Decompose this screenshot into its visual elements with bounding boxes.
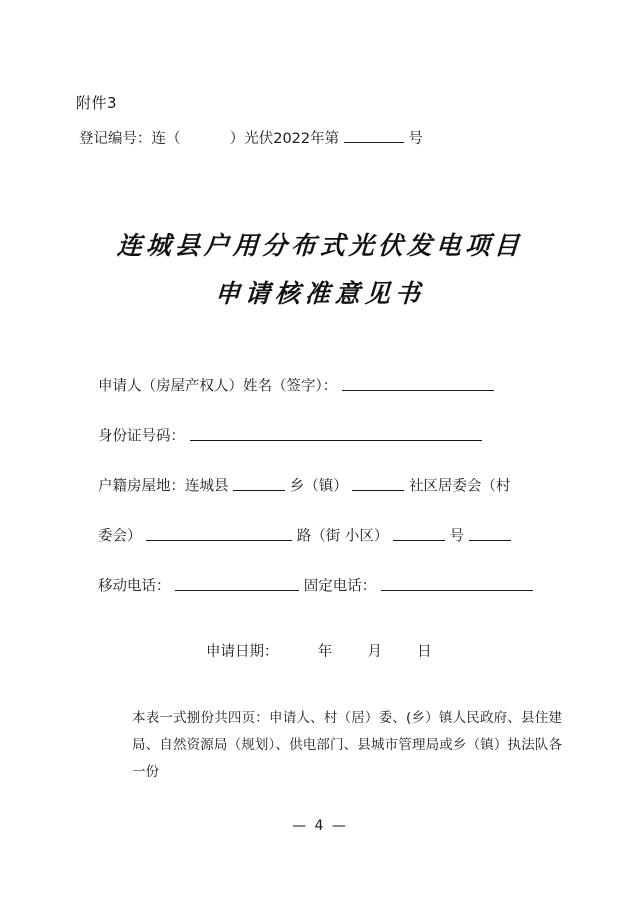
house-number-trailing-blank[interactable] [469,525,511,541]
house-number-input[interactable] [393,525,445,541]
township-suffix-label: 乡（镇） [289,478,348,495]
title-line-1: 连城县户用分布式光伏发电项目 [116,231,524,260]
application-date-label: 申请日期： [206,644,279,660]
landline-phone-input[interactable] [381,575,533,591]
community-suffix-label: 社区居委会（村 [408,478,511,495]
application-form [76,375,564,786]
street-suffix-label: 路（街 小区） [296,528,389,545]
mobile-phone-label: 移动电话： [98,578,171,595]
form-row-household-address [98,475,564,494]
form-row-application-date [98,640,564,661]
applicant-name-label: 申请人（房屋产权人）姓名（签字）： [98,378,338,395]
registration-middle: ）光伏2022年第 [229,131,340,147]
village-committee-label: 委会） [98,528,142,545]
mobile-phone-input[interactable] [175,575,299,591]
id-number-input[interactable] [190,425,482,441]
community-input[interactable] [352,475,404,491]
applicant-name-input[interactable] [342,375,494,391]
attachment-label: 附件3 [76,94,118,112]
registration-number-line [79,127,564,148]
page-number: — 4 — [292,818,348,834]
landline-phone-label: 固定电话： [303,578,377,595]
form-row-applicant-name [98,375,564,394]
document-content [76,92,564,786]
house-number-suffix-label: 号 [449,528,465,545]
registration-serial-blank [344,128,404,144]
date-day-label: 日 [417,644,432,660]
date-month-label: 月 [367,644,382,660]
registration-prefix: 登记编号：连（ [79,131,181,147]
title-line-2: 申请核准意见书 [214,278,426,308]
township-input[interactable] [233,475,285,491]
household-address-label: 户籍房屋地：连城县 [98,478,229,495]
street-input[interactable] [146,525,292,541]
registration-suffix: 号 [408,131,423,147]
form-row-phone [98,575,564,594]
id-number-label: 身份证号码： [98,428,185,445]
form-row-id-number [98,425,564,444]
date-year-label: 年 [317,644,333,660]
document-title [76,222,564,317]
form-row-address-continued [98,525,564,544]
distribution-note: 本表一式捌份共四页：申请人、村（居）委、(乡）镇人民政府、县住建局、自然资源局（规划）、供电部门、县城市管理局或乡（镇）执法队各一份 [132,710,562,780]
